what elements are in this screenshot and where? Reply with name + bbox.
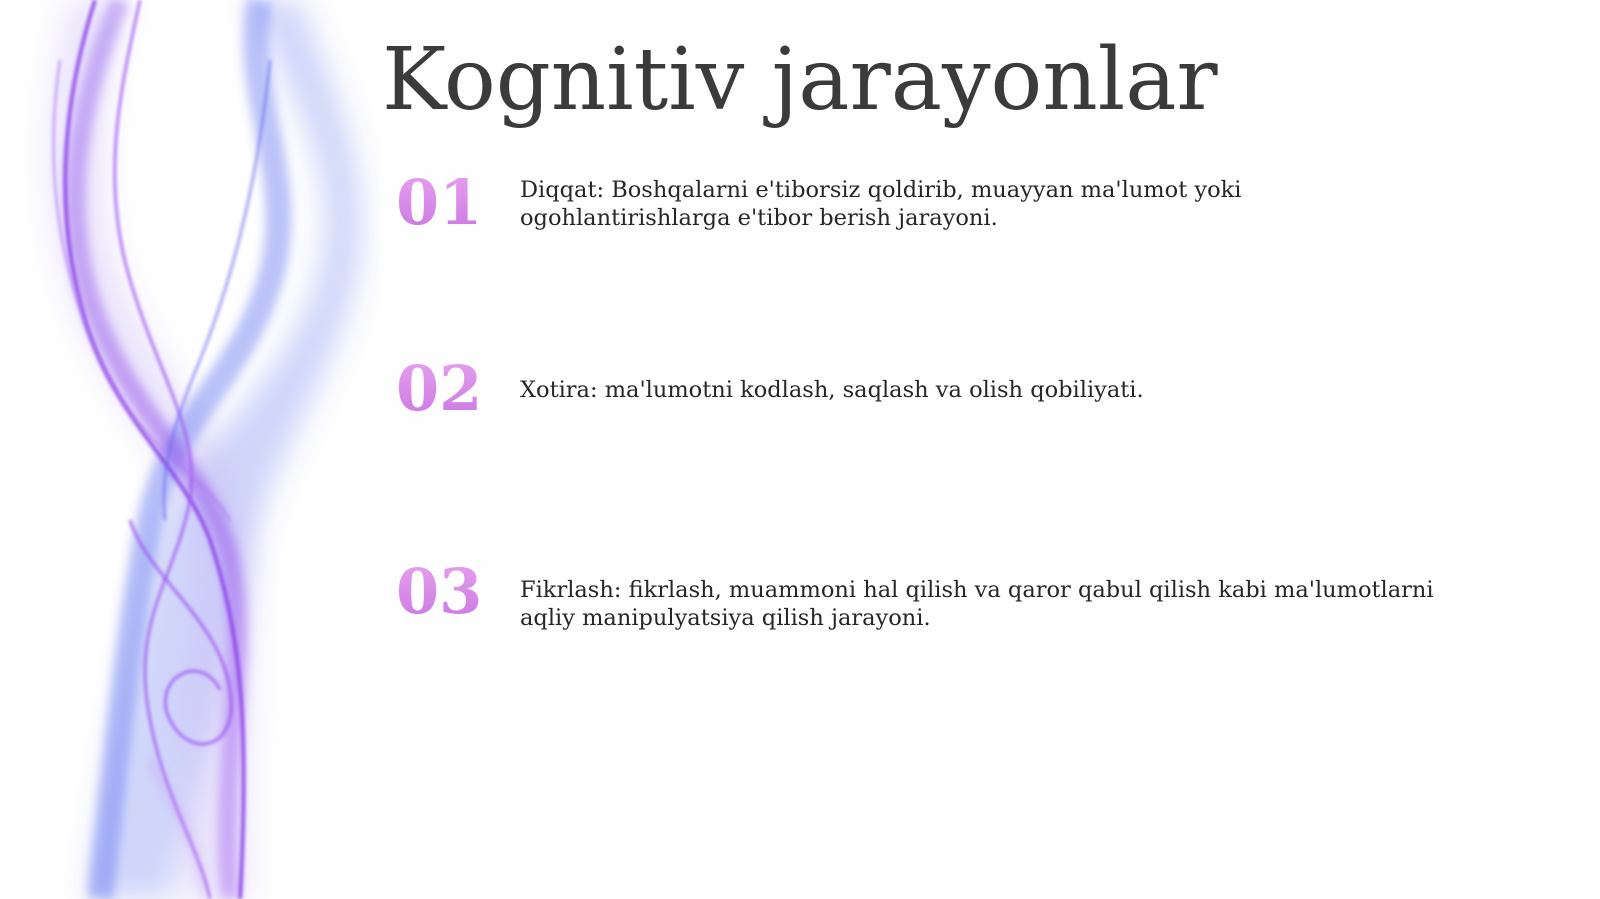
- item-number: 01: [396, 166, 483, 239]
- item-text: Xotira: ma'lumotni kodlash, saqlash va olish qobiliyati.: [520, 377, 1144, 403]
- item-number: 02: [396, 352, 483, 425]
- smoke-swirl-decoration: [0, 0, 380, 899]
- item-text: Diqqat: Boshqalarni e'tiborsiz qoldirib, muayyan ma'lumot yoki ogohlantirishlarga e'tibor berish jarayoni.: [520, 177, 1242, 231]
- item-text: Fikrlash: fikrlash, muammoni hal qilish va qaror qabul qilish kabi ma'lumotlarni aqliy manipulyatsiya qilish jarayoni.: [520, 577, 1434, 631]
- slide-title: Kognitiv jarayonlar: [382, 30, 1218, 130]
- item-number: 03: [396, 555, 483, 628]
